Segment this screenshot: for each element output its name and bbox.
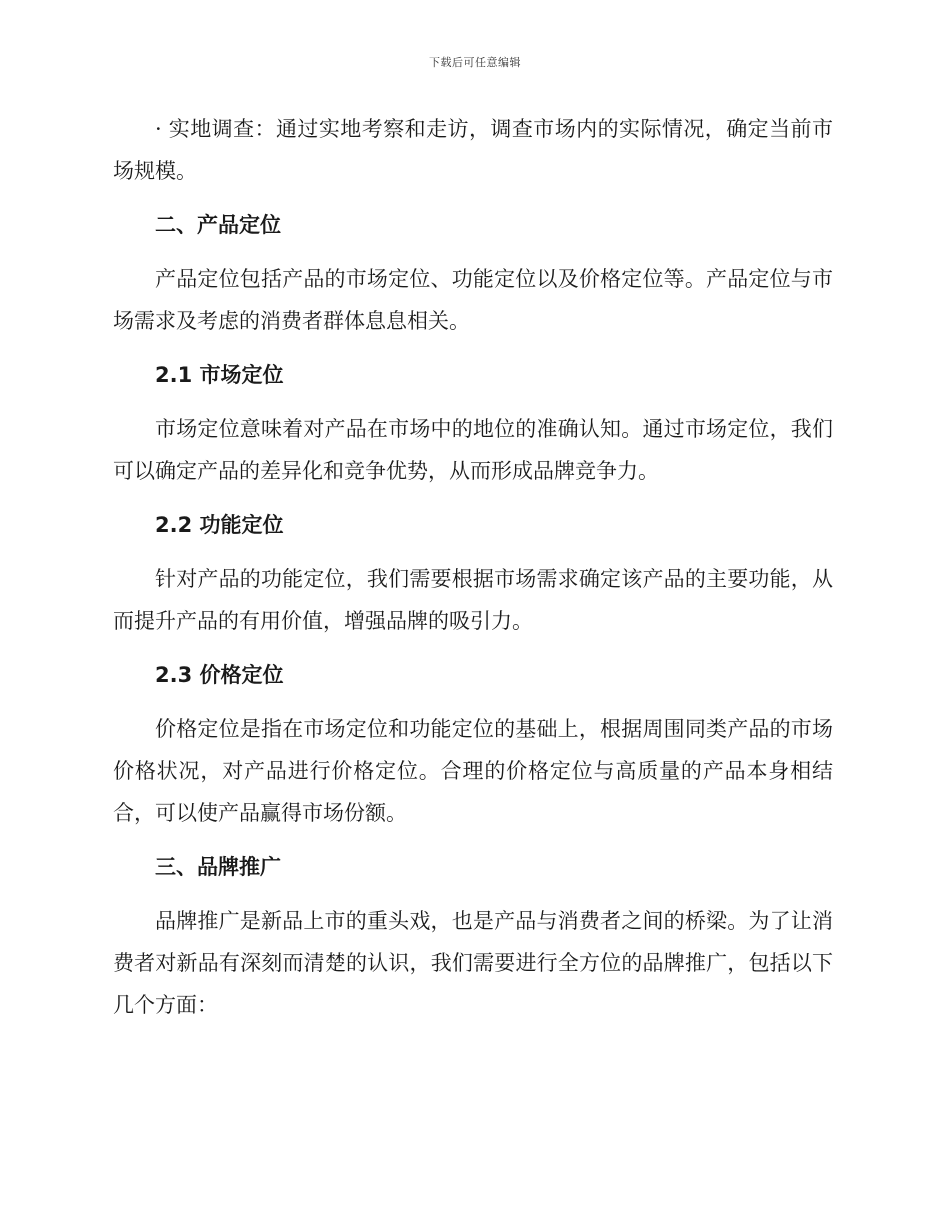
heading-product-positioning: 二、产品定位	[155, 213, 281, 237]
paragraph-function-positioning: 针对产品的功能定位，我们需要根据市场需求确定该产品的主要功能，从而提升产品的有用价值，增强品牌的吸引力。	[113, 567, 833, 633]
paragraph-price-positioning: 价格定位是指在市场定位和功能定位的基础上，根据周围同类产品的市场价格状况，对产品进行价格定位。合理的价格定位与高质量的产品本身相结合，可以使产品赢得市场份额。	[113, 717, 833, 825]
paragraph-field-survey: · 实地调查：通过实地考察和走访，调查市场内的实际情况，确定当前市场规模。	[113, 117, 833, 183]
paragraph-product-positioning: 产品定位包括产品的市场定位、功能定位以及价格定位等。产品定位与市场需求及考虑的消费者群体息息相关。	[113, 267, 833, 333]
paragraph-market-positioning: 市场定位意味着对产品在市场中的地位的准确认知。通过市场定位，我们可以确定产品的差异化和竞争优势，从而形成品牌竞争力。	[113, 417, 833, 483]
heading-market-positioning: 2.1 市场定位	[155, 363, 284, 387]
paragraph-brand-promotion: 品牌推广是新品上市的重头戏，也是产品与消费者之间的桥梁。为了让消费者对新品有深刻而清楚的认识，我们需要进行全方位的品牌推广，包括以下几个方面：	[113, 909, 833, 1017]
heading-brand-promotion: 三、品牌推广	[155, 855, 281, 879]
heading-price-positioning: 2.3 价格定位	[155, 663, 284, 687]
page-header: 下载后可任意编辑	[429, 56, 521, 69]
document-body	[113, 108, 833, 1026]
heading-function-positioning: 2.2 功能定位	[155, 513, 284, 537]
